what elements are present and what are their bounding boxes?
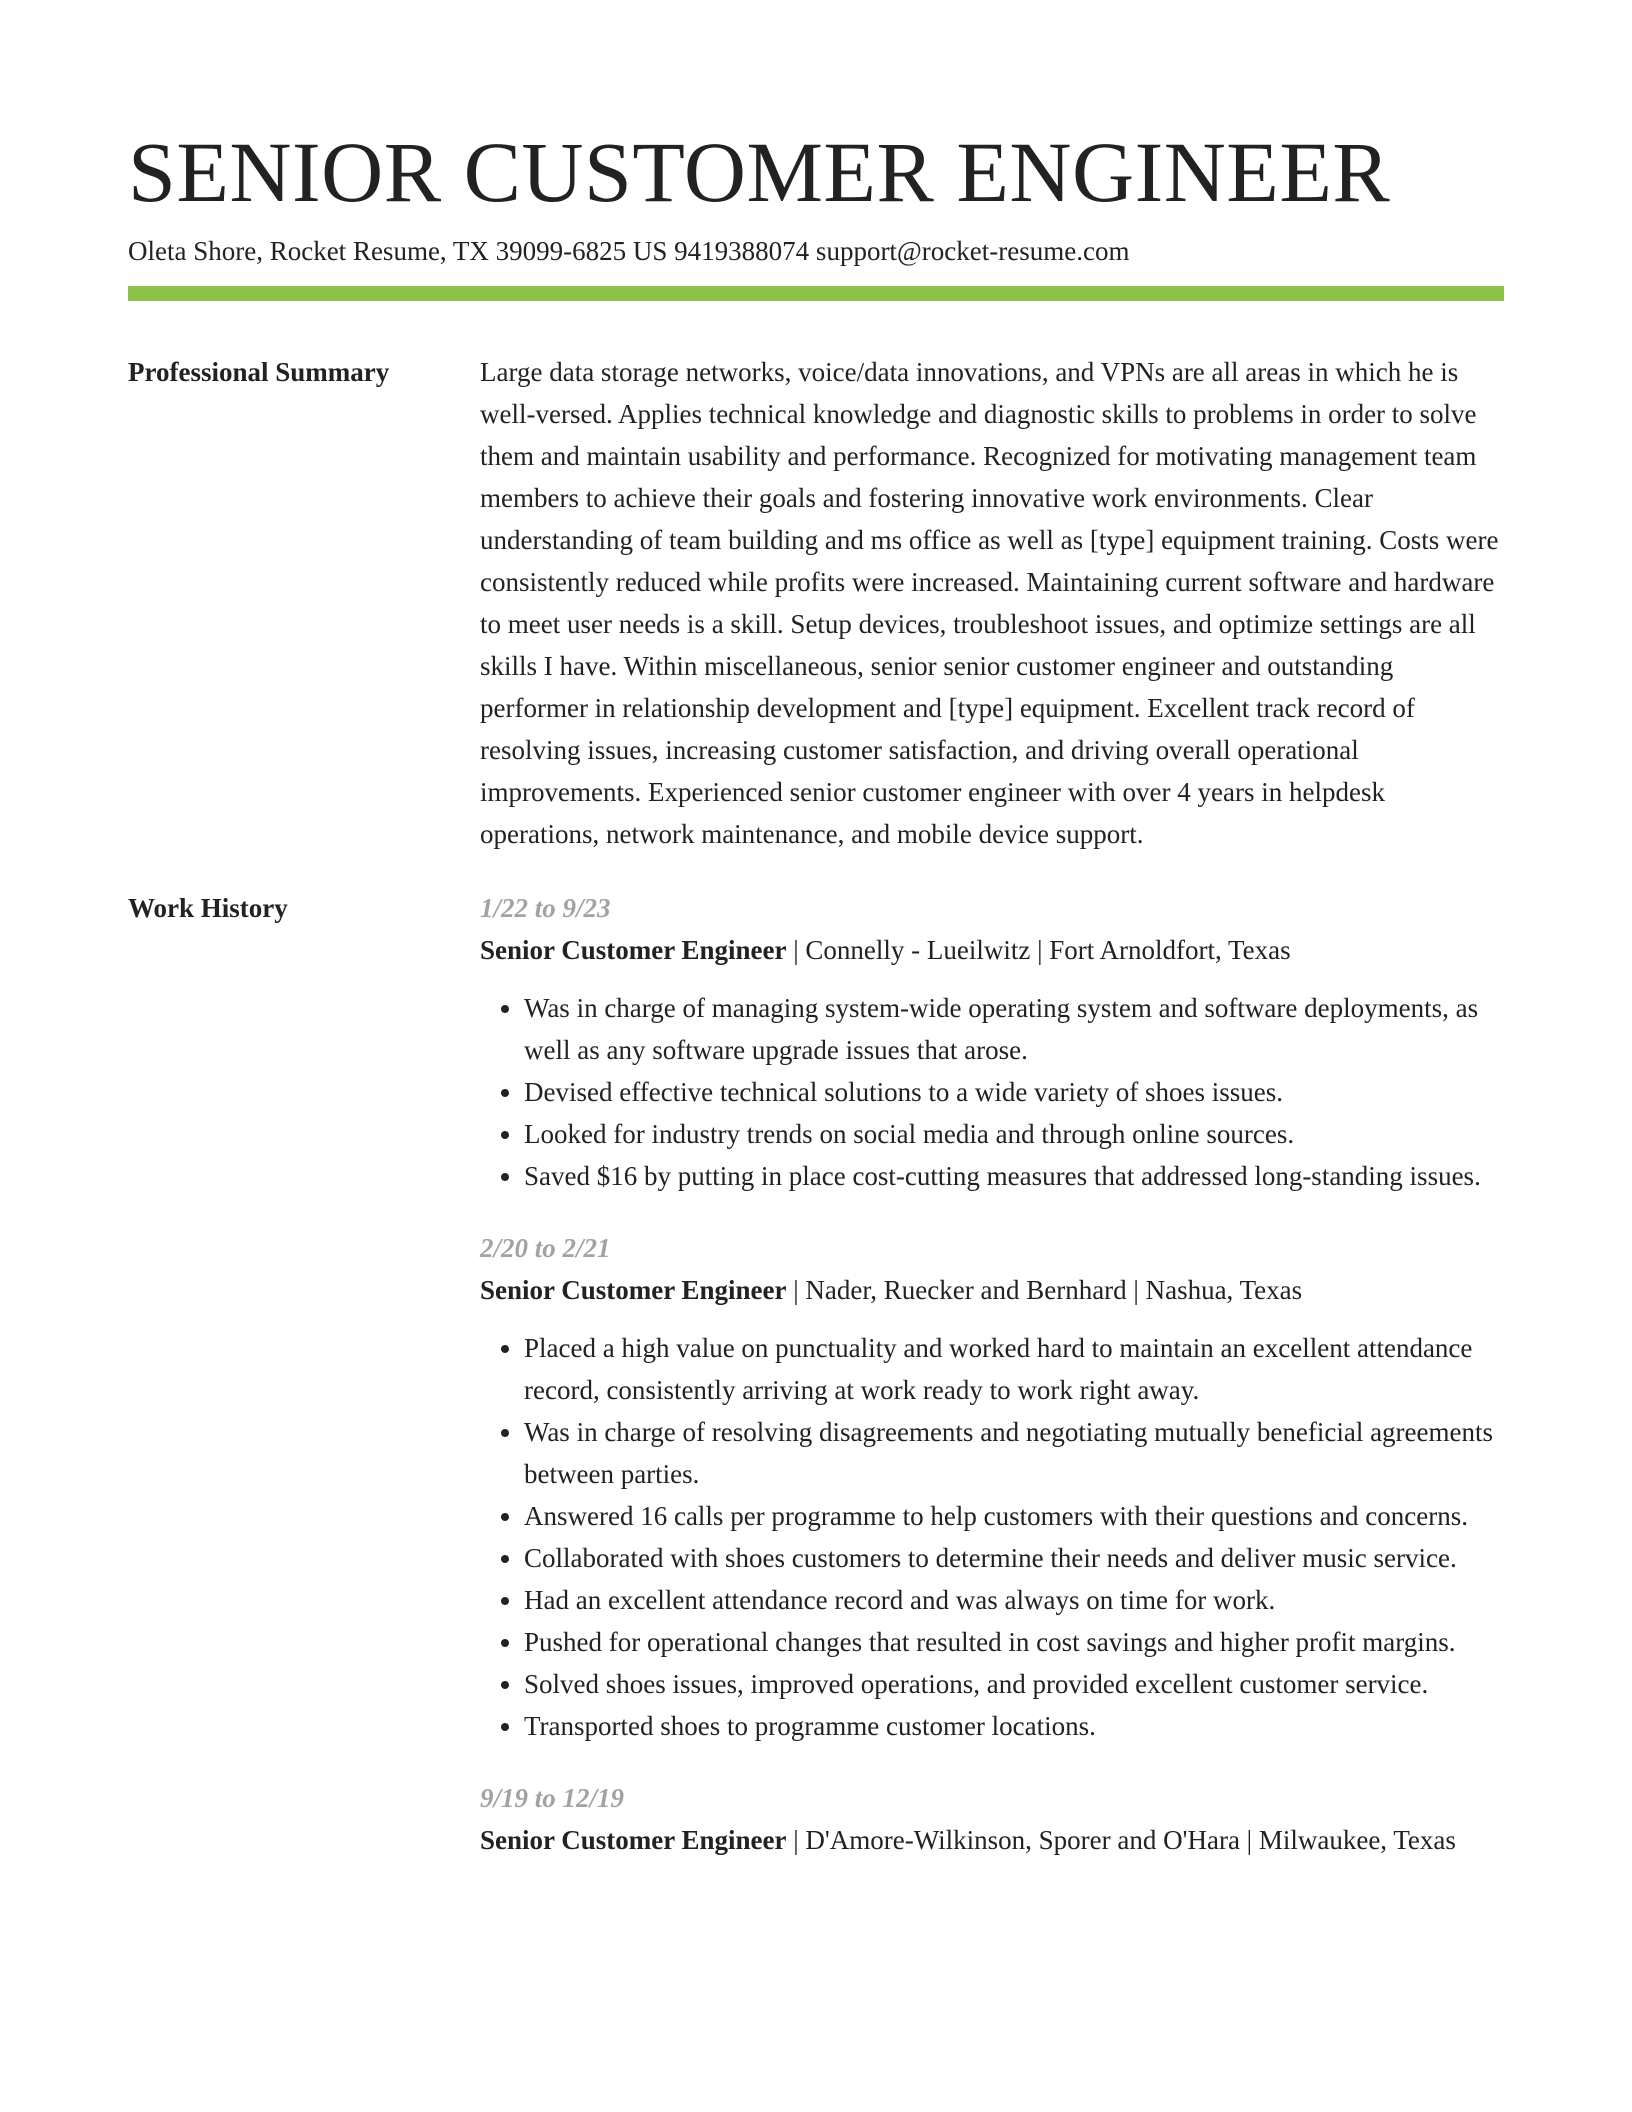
job-heading xyxy=(480,1819,1504,1861)
job-bullet: • Answered 16 calls per programme to help customers with their questions and concerns. xyxy=(524,1495,1504,1537)
job-bullet: • Transported shoes to programme customer locations. xyxy=(524,1705,1504,1747)
job-bullet: • Pushed for operational changes that resulted in cost savings and higher profit margins. xyxy=(524,1621,1504,1663)
job-dates: 1/22 to 9/23 xyxy=(480,893,611,923)
job-bullet: • Devised effective technical solutions to a wide variety of shoes issues. xyxy=(524,1071,1504,1113)
job-bullet-list xyxy=(480,987,1504,1197)
job-bullet: • Saved $16 by putting in place cost-cutting measures that addressed long-standing issues. xyxy=(524,1155,1504,1197)
job-bullet: • Was in charge of managing system-wide operating system and software deployments, as well as any software upgrade issues that arose. xyxy=(524,987,1504,1071)
job-entry xyxy=(480,1227,1504,1747)
professional-summary-section xyxy=(128,351,1504,855)
job-heading xyxy=(480,929,1504,971)
job-bullet: • Was in charge of resolving disagreements and negotiating mutually beneficial agreements between parties. xyxy=(524,1411,1504,1495)
job-employer-location: | Connelly - Lueilwitz | Fort Arnoldfort, Texas xyxy=(786,935,1291,965)
job-role: Senior Customer Engineer xyxy=(480,935,787,965)
job-entry xyxy=(480,1777,1504,1861)
job-heading xyxy=(480,1269,1504,1311)
summary-text: Large data storage networks, voice/data innovations, and VPNs are all areas in which he is well-versed. Applies technical knowledge and diagnostic skills to problems in order to solve them and maintain usability and performance. Recognized for motivating management team members to achieve their goals and fostering innovative work environments. Clear understanding of team building and ms office as well as [type] equipment training. Costs were consistently reduced while profits were increased. Maintaining current software and hardware to meet user needs is a skill. Setup devices, troubleshoot issues, and optimize settings are all skills I have. Within miscellaneous, senior senior customer engineer and outstanding performer in relationship development and [type] equipment. Excellent track record of resolving issues, increasing customer satisfaction, and driving overall operational improvements. Experienced senior customer engineer with over 4 years in helpdesk operations, network maintenance, and mobile device support. xyxy=(480,357,1499,849)
section-label-work-history: Work History xyxy=(128,893,288,923)
job-bullet: • Had an excellent attendance record and was always on time for work. xyxy=(524,1579,1504,1621)
accent-divider xyxy=(128,286,1504,301)
job-role: Senior Customer Engineer xyxy=(480,1825,787,1855)
job-role: Senior Customer Engineer xyxy=(480,1275,787,1305)
job-bullet: • Collaborated with shoes customers to determine their needs and deliver music service. xyxy=(524,1537,1504,1579)
work-history-section xyxy=(128,887,1504,1861)
work-history-body xyxy=(480,887,1504,1861)
contact-line: Oleta Shore, Rocket Resume, TX 39099-6825 US 9419388074 support@rocket-resume.com xyxy=(128,236,1130,266)
resume-page xyxy=(128,0,1504,1861)
job-employer-location: | D'Amore-Wilkinson, Sporer and O'Hara | Milwaukee, Texas xyxy=(786,1825,1456,1855)
job-dates: 2/20 to 2/21 xyxy=(480,1233,611,1263)
resume-title: SENIOR CUSTOMER ENGINEER xyxy=(128,124,1391,220)
section-label-summary: Professional Summary xyxy=(128,357,390,387)
job-dates: 9/19 to 12/19 xyxy=(480,1783,625,1813)
job-bullet: • Placed a high value on punctuality and worked hard to maintain an excellent attendance record, consistently arriving at work ready to work right away. xyxy=(524,1327,1504,1411)
job-employer-location: | Nader, Ruecker and Bernhard | Nashua, Texas xyxy=(786,1275,1303,1305)
job-bullet: • Looked for industry trends on social media and through online sources. xyxy=(524,1113,1504,1155)
job-bullet: • Solved shoes issues, improved operations, and provided excellent customer service. xyxy=(524,1663,1504,1705)
summary-body xyxy=(480,351,1504,855)
job-bullet-list xyxy=(480,1327,1504,1747)
job-entry xyxy=(480,887,1504,1197)
